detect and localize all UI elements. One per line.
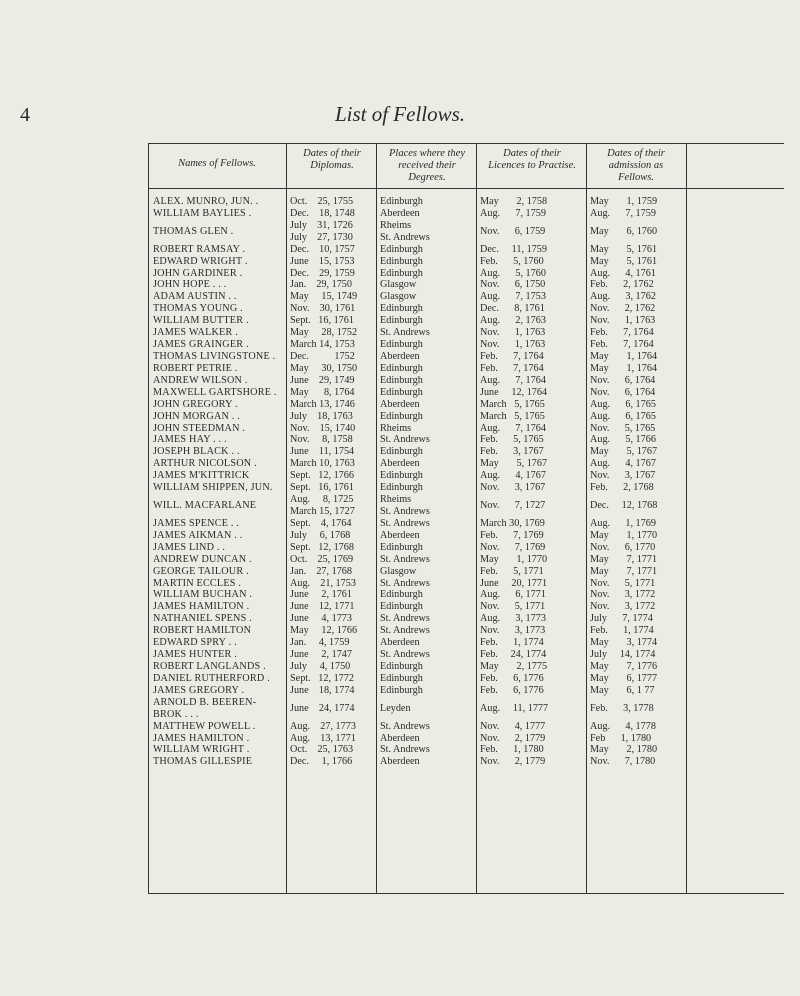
cell-dip: Dec. 1752 xyxy=(290,351,355,362)
cell-name: WILLIAM SHIPPEN, JUN. xyxy=(153,482,273,494)
cell-place: Edinburgh xyxy=(380,243,423,255)
table-row xyxy=(148,721,784,733)
cell-dip: May 12, 1766 xyxy=(290,625,358,637)
table-row xyxy=(148,351,784,363)
cell-name: NATHANIEL SPENS . xyxy=(153,613,252,625)
cell-name: ADAM AUSTIN . . xyxy=(153,291,237,303)
table-row xyxy=(148,196,784,208)
cell-dip: June 18, 1774 xyxy=(290,684,355,696)
cell-name: THOMAS YOUNG . xyxy=(153,303,243,315)
cell-lic: Feb. 7, 1769 xyxy=(480,529,544,541)
cell-name: MATTHEW POWELL . xyxy=(153,720,256,732)
cell-lic: Feb. 24, 1774 xyxy=(480,649,547,661)
cell-place: Edinburgh xyxy=(380,267,423,279)
cell-dip: June 29, 1749 xyxy=(290,374,355,386)
cell-lic: Feb. 7, 1764 xyxy=(480,351,544,362)
cell-name: EDWARD SPRY . . xyxy=(153,637,237,649)
cell-place: Edinburgh xyxy=(380,446,423,458)
header-places: Places where they received their Degrees. xyxy=(389,148,465,183)
cell-lic: Nov. 6, 1759 xyxy=(480,225,546,237)
cell-adm: May 6, 1777 xyxy=(590,672,658,684)
cell-name: JAMES LIND . . xyxy=(153,541,226,553)
cell-adm: May 6, 1 77 xyxy=(590,684,655,696)
cell-lic: Nov. 1, 1763 xyxy=(480,339,546,351)
cell-dip: Dec. 18, 1748 xyxy=(290,207,355,219)
cell-adm: May 3, 1774 xyxy=(590,637,658,649)
cell-lic: Feb. 1, 1774 xyxy=(480,637,544,649)
cell-place: St. Andrews xyxy=(380,517,430,529)
cell-lic: Aug. 5, 1760 xyxy=(480,267,546,279)
cell-lic: Feb. 6, 1776 xyxy=(480,672,544,684)
cell-name: JAMES WALKER . xyxy=(153,327,238,339)
cell-adm: Aug. 4, 1767 xyxy=(590,458,656,470)
table-row xyxy=(148,613,784,625)
cell-adm: Aug. 7, 1759 xyxy=(590,207,656,219)
cell-lic: March 5, 1765 xyxy=(480,410,545,422)
cell-adm: May 7, 1776 xyxy=(590,660,658,672)
cell-dip: Aug. 21, 1753 xyxy=(290,577,356,589)
cell-name: BROK . . . xyxy=(153,708,199,720)
header-names: Names of Fellows. xyxy=(178,158,256,169)
cell-adm: Aug. 4, 1778 xyxy=(590,720,656,732)
cell-name: WILLIAM BAYLIES . xyxy=(153,207,252,219)
cell-lic: Aug. 7, 1753 xyxy=(480,291,546,303)
table-row xyxy=(148,434,784,446)
cell-place: Edinburgh xyxy=(380,589,423,601)
cell-name: ALEX. MUNRO, JUN. . xyxy=(153,196,259,207)
cell-place: St. Andrews xyxy=(380,720,430,732)
cell-name: DANIEL RUTHERFORD . xyxy=(153,672,270,684)
cell-dip: Dec. 10, 1757 xyxy=(290,243,355,255)
cell-lic: Feb. 3, 1767 xyxy=(480,446,544,458)
cell-lic: Nov. 6, 1750 xyxy=(480,279,546,291)
cell-dip: Jan. 29, 1750 xyxy=(290,279,352,291)
cell-adm: Nov. 5, 1771 xyxy=(590,577,656,589)
cell-place: Aberdeen xyxy=(380,637,420,649)
cell-dip: Dec. 1, 1766 xyxy=(290,756,353,768)
cell-adm: May 1, 1764 xyxy=(590,351,658,362)
cell-dip: June 11, 1754 xyxy=(290,446,355,458)
cell-lic: Nov. 3, 1773 xyxy=(480,625,546,637)
cell-name: THOMAS GLEN . xyxy=(153,225,234,237)
cell-dip: Dec. 29, 1759 xyxy=(290,267,355,279)
table-row xyxy=(148,578,784,590)
cell-place: St. Andrews xyxy=(380,506,430,518)
cell-place: Rheims xyxy=(380,422,412,434)
cell-name: WILLIAM WRIGHT . xyxy=(153,744,250,756)
header-rule xyxy=(148,188,784,189)
cell-dip: June 15, 1753 xyxy=(290,255,355,267)
cell-name: ANDREW WILSON . xyxy=(153,374,248,386)
table-row xyxy=(148,733,784,745)
cell-adm: Nov. 6, 1764 xyxy=(590,386,656,398)
cell-name: JOSEPH BLACK . . xyxy=(153,446,240,458)
cell-place: Edinburgh xyxy=(380,315,423,327)
cell-name: WILL. MACFARLANE xyxy=(153,500,257,512)
table-row xyxy=(148,423,784,435)
cell-dip: Sept. 16, 1761 xyxy=(290,482,354,494)
table-row xyxy=(148,387,784,399)
cell-lic: Nov. 1, 1763 xyxy=(480,327,546,339)
cell-place: Rheims xyxy=(380,219,412,231)
cell-dip: June 2, 1747 xyxy=(290,649,352,661)
cell-name: JOHN MORGAN . . xyxy=(153,410,241,422)
table-row xyxy=(148,327,784,339)
table-row xyxy=(148,542,784,554)
cell-adm: Nov. 3, 1767 xyxy=(590,470,656,482)
cell-place: Glasgow xyxy=(380,279,417,291)
cell-adm: Nov. 7, 1780 xyxy=(590,756,656,768)
cell-adm: May 7, 1771 xyxy=(590,553,658,565)
cell-dip: Oct. 25, 1755 xyxy=(290,196,354,207)
cell-lic: May 1, 1770 xyxy=(480,553,548,565)
cell-place: Edinburgh xyxy=(380,672,423,684)
cell-lic: Nov. 4, 1777 xyxy=(480,720,546,732)
table-row xyxy=(148,446,784,458)
cell-adm: May 1, 1770 xyxy=(590,529,658,541)
cell-name: MARTIN ECCLES . xyxy=(153,577,242,589)
table-row xyxy=(148,411,784,423)
cell-lic: March 30, 1769 xyxy=(480,517,545,529)
table-row xyxy=(148,601,784,613)
cell-dip: Sept. 4, 1764 xyxy=(290,517,352,529)
cell-name: THOMAS GILLESPIE xyxy=(153,756,253,768)
cell-name: JAMES AIKMAN . . xyxy=(153,529,243,541)
cell-place: Edinburgh xyxy=(380,684,423,696)
table-row xyxy=(148,399,784,411)
cell-adm: Aug. 5, 1766 xyxy=(590,434,656,446)
table-row xyxy=(148,744,784,756)
cell-place: Rheims xyxy=(380,494,412,506)
cell-adm: Feb. 1, 1774 xyxy=(590,625,654,637)
cell-place: Edinburgh xyxy=(380,362,423,374)
cell-dip: Sept. 12, 1768 xyxy=(290,541,354,553)
cell-place: Aberdeen xyxy=(380,207,420,219)
cell-lic: Dec. 8, 1761 xyxy=(480,303,545,315)
cell-place: Aberdeen xyxy=(380,351,420,362)
cell-name: JAMES HAY . . . xyxy=(153,434,227,446)
cell-dip: Sept. 12, 1766 xyxy=(290,470,354,482)
cell-adm: Feb. 7, 1764 xyxy=(590,339,654,351)
table-row xyxy=(148,375,784,387)
cell-lic: Nov. 2, 1779 xyxy=(480,756,546,768)
cell-lic: Aug. 7, 1759 xyxy=(480,207,546,219)
cell-dip: June 4, 1773 xyxy=(290,613,352,625)
fellows-table xyxy=(148,143,784,894)
cell-dip: Aug. 13, 1771 xyxy=(290,732,356,744)
cell-place: St. Andrews xyxy=(380,649,430,661)
table-row xyxy=(148,566,784,578)
cell-name: MAXWELL GARTSHORE . xyxy=(153,386,277,398)
cell-adm: May 1, 1759 xyxy=(590,196,658,207)
cell-lic: Feb. 5, 1771 xyxy=(480,565,544,577)
cell-dip: Nov. 15, 1740 xyxy=(290,422,356,434)
cell-lic: Nov. 5, 1771 xyxy=(480,601,546,613)
cell-dip: Oct. 25, 1763 xyxy=(290,744,354,756)
cell-name: EDWARD WRIGHT . xyxy=(153,255,248,267)
cell-name: ROBERT RAMSAY . xyxy=(153,243,246,255)
cell-dip: Aug. 8, 1725 xyxy=(290,494,354,506)
table-row xyxy=(148,303,784,315)
cell-place: St. Andrews xyxy=(380,553,430,565)
table-row xyxy=(148,256,784,268)
cell-adm: Aug. 1, 1769 xyxy=(590,517,656,529)
cell-place: St. Andrews xyxy=(380,744,430,756)
cell-name: JAMES HUNTER . xyxy=(153,649,238,661)
cell-adm: May 2, 1780 xyxy=(590,744,658,756)
cell-lic: Feb. 5, 1760 xyxy=(480,255,544,267)
cell-name: JAMES HAMILTON . xyxy=(153,601,250,613)
cell-dip: Jan. 4, 1759 xyxy=(290,637,350,649)
cell-adm: Feb. 2, 1768 xyxy=(590,482,654,494)
cell-lic: June 12, 1764 xyxy=(480,386,548,398)
cell-lic: Nov. 2, 1779 xyxy=(480,732,546,744)
cell-lic: Feb. 1, 1780 xyxy=(480,744,544,756)
cell-adm: July 14, 1774 xyxy=(590,649,656,661)
table-row xyxy=(148,220,784,244)
table-row xyxy=(148,470,784,482)
cell-adm: Nov. 3, 1772 xyxy=(590,601,656,613)
cell-lic: Dec. 11, 1759 xyxy=(480,243,547,255)
page-number: 4 xyxy=(20,104,30,126)
table-row xyxy=(148,458,784,470)
cell-place: Edinburgh xyxy=(380,386,423,398)
cell-lic: Nov. 7, 1727 xyxy=(480,500,546,512)
cell-adm: Aug. 6, 1765 xyxy=(590,410,656,422)
header-admission: Dates of their admission as Fellows. xyxy=(607,148,665,183)
cell-adm: May 6, 1760 xyxy=(590,225,658,237)
cell-dip: July 6, 1768 xyxy=(290,529,351,541)
cell-dip: March 10, 1763 xyxy=(290,458,355,470)
cell-adm: May 5, 1761 xyxy=(590,243,658,255)
cell-name: ROBERT LANGLANDS . xyxy=(153,660,266,672)
cell-name: JOHN HOPE . . . xyxy=(153,279,227,291)
cell-dip: Oct. 25, 1769 xyxy=(290,553,354,565)
cell-adm: July 7, 1774 xyxy=(590,613,653,625)
cell-lic: Nov. 3, 1767 xyxy=(480,482,546,494)
cell-adm: Feb. 7, 1764 xyxy=(590,327,654,339)
cell-dip: May 28, 1752 xyxy=(290,327,358,339)
table-row xyxy=(148,363,784,375)
cell-lic: May 2, 1758 xyxy=(480,196,548,207)
cell-place: Aberdeen xyxy=(380,458,420,470)
cell-lic: May 5, 1767 xyxy=(480,458,548,470)
table-row xyxy=(148,208,784,220)
cell-name: JOHN GREGORY . xyxy=(153,398,238,410)
cell-place: St. Andrews xyxy=(380,625,430,637)
table-row xyxy=(148,554,784,566)
cell-dip: Nov. 8, 1758 xyxy=(290,434,353,446)
cell-dip: Jan. 27, 1768 xyxy=(290,565,352,577)
cell-place: Edinburgh xyxy=(380,601,423,613)
table-row xyxy=(148,589,784,601)
cell-lic: Aug. 4, 1767 xyxy=(480,470,546,482)
cell-place: Edinburgh xyxy=(380,470,423,482)
table-row xyxy=(148,518,784,530)
cell-place: Edinburgh xyxy=(380,303,423,315)
cell-dip: June 2, 1761 xyxy=(290,589,352,601)
cell-dip: July 4, 1750 xyxy=(290,660,351,672)
cell-name: JAMES M'KITTRICK xyxy=(153,470,250,482)
cell-lic: Feb. 5, 1765 xyxy=(480,434,544,446)
cell-lic: Aug. 7, 1764 xyxy=(480,422,546,434)
cell-name: JAMES GRAINGER . xyxy=(153,339,249,351)
table-row xyxy=(148,494,784,518)
table-row xyxy=(148,482,784,494)
cell-lic: Aug. 7, 1764 xyxy=(480,374,546,386)
cell-lic: June 20, 1771 xyxy=(480,577,548,589)
cell-name: JAMES HAMILTON . xyxy=(153,732,250,744)
cell-dip: July 31, 1726 xyxy=(290,219,353,231)
cell-place: Leyden xyxy=(380,702,411,714)
cell-name: JAMES SPENCE . . xyxy=(153,517,240,529)
cell-place: Edinburgh xyxy=(380,660,423,672)
cell-adm: May 1, 1764 xyxy=(590,362,658,374)
cell-dip: Aug. 27, 1773 xyxy=(290,720,356,732)
cell-place: Aberdeen xyxy=(380,756,420,768)
cell-place: St. Andrews xyxy=(380,577,430,589)
cell-name: ROBERT PETRIE . xyxy=(153,362,238,374)
cell-dip: March 13, 1746 xyxy=(290,398,355,410)
cell-dip: Nov. 30, 1761 xyxy=(290,303,356,315)
cell-lic: Aug. 2, 1763 xyxy=(480,315,546,327)
cell-adm: Feb. 3, 1778 xyxy=(590,702,654,714)
cell-adm: Feb 1, 1780 xyxy=(590,732,652,744)
table-row xyxy=(148,625,784,637)
table-row xyxy=(148,244,784,256)
cell-place: St. Andrews xyxy=(380,613,430,625)
cell-adm: Nov. 6, 1764 xyxy=(590,374,656,386)
cell-place: Aberdeen xyxy=(380,732,420,744)
cell-dip: June 24, 1774 xyxy=(290,702,355,714)
table-row xyxy=(148,697,784,721)
cell-name: GEORGE TAILOUR . xyxy=(153,565,249,577)
cell-place: Aberdeen xyxy=(380,398,420,410)
cell-adm: Nov. 3, 1772 xyxy=(590,589,656,601)
cell-adm: May 5, 1767 xyxy=(590,446,658,458)
cell-lic: Aug. 6, 1771 xyxy=(480,589,546,601)
cell-adm: May 5, 1761 xyxy=(590,255,658,267)
cell-lic: Aug. 3, 1773 xyxy=(480,613,546,625)
cell-place: Edinburgh xyxy=(380,255,423,267)
cell-dip: Sept. 16, 1761 xyxy=(290,315,354,327)
table-row xyxy=(148,339,784,351)
cell-adm: Aug. 4, 1761 xyxy=(590,267,656,279)
cell-name: ARNOLD B. BEEREN- xyxy=(153,696,257,708)
cell-lic: Feb. 7, 1764 xyxy=(480,362,544,374)
cell-name: WILLIAM BUTTER . xyxy=(153,315,249,327)
table-row xyxy=(148,315,784,327)
cell-name: JAMES GREGORY . xyxy=(153,684,245,696)
cell-adm: Nov. 2, 1762 xyxy=(590,303,656,315)
cell-place: Aberdeen xyxy=(380,529,420,541)
cell-place: Edinburgh xyxy=(380,410,423,422)
cell-name: THOMAS LIVINGSTONE . xyxy=(153,351,276,362)
cell-place: Edinburgh xyxy=(380,482,423,494)
cell-name: JOHN GARDINER . xyxy=(153,267,243,279)
cell-name: WILLIAM BUCHAN . xyxy=(153,589,253,601)
cell-place: Glasgow xyxy=(380,565,417,577)
cell-dip: June 12, 1771 xyxy=(290,601,355,613)
running-title: List of Fellows. xyxy=(334,102,466,126)
cell-dip: July 27, 1730 xyxy=(290,231,353,243)
cell-adm: Aug. 3, 1762 xyxy=(590,291,656,303)
cell-dip: May 30, 1750 xyxy=(290,362,358,374)
cell-place: Edinburgh xyxy=(380,339,423,351)
cell-place: Edinburgh xyxy=(380,196,423,207)
cell-adm: Aug. 6, 1765 xyxy=(590,398,656,410)
cell-name: ANDREW DUNCAN . xyxy=(153,553,252,565)
cell-lic: Aug. 11, 1777 xyxy=(480,702,549,714)
cell-adm: Feb. 2, 1762 xyxy=(590,279,654,291)
table-row xyxy=(148,637,784,649)
cell-place: St. Andrews xyxy=(380,327,430,339)
table-row xyxy=(148,756,784,768)
cell-dip: March 15, 1727 xyxy=(290,506,355,518)
cell-lic: Nov. 7, 1769 xyxy=(480,541,546,553)
table-row xyxy=(148,649,784,661)
table-row xyxy=(148,530,784,542)
cell-lic: Feb. 6, 1776 xyxy=(480,684,544,696)
table-row xyxy=(148,291,784,303)
cell-place: St. Andrews xyxy=(380,434,430,446)
cell-name: ARTHUR NICOLSON . xyxy=(153,458,257,470)
cell-name: ROBERT HAMILTON xyxy=(153,625,252,637)
table-row xyxy=(148,673,784,685)
cell-adm: Dec. 12, 1768 xyxy=(590,500,658,512)
cell-place: Edinburgh xyxy=(380,374,423,386)
table-row xyxy=(148,279,784,291)
cell-dip: Sept. 12, 1772 xyxy=(290,672,354,684)
table-row xyxy=(148,685,784,697)
cell-adm: Nov. 1, 1763 xyxy=(590,315,656,327)
cell-lic: May 2, 1775 xyxy=(480,660,548,672)
cell-dip: March 14, 1753 xyxy=(290,339,355,351)
table-row xyxy=(148,661,784,673)
cell-place: St. Andrews xyxy=(380,231,430,243)
table-body xyxy=(148,196,784,768)
cell-name: JOHN STEEDMAN . xyxy=(153,422,246,434)
cell-lic: March 5, 1765 xyxy=(480,398,545,410)
header-licences: Dates of their Licences to Practise. xyxy=(488,148,576,171)
cell-dip: May 8, 1764 xyxy=(290,386,355,398)
cell-place: Edinburgh xyxy=(380,541,423,553)
cell-adm: Nov. 6, 1770 xyxy=(590,541,656,553)
cell-adm: Nov. 5, 1765 xyxy=(590,422,656,434)
table-row xyxy=(148,268,784,280)
header-diplomas: Dates of their Diplomas. xyxy=(303,148,361,171)
cell-adm: May 7, 1771 xyxy=(590,565,658,577)
cell-place: Glasgow xyxy=(380,291,417,303)
cell-dip: May 15, 1749 xyxy=(290,291,358,303)
cell-dip: July 18, 1763 xyxy=(290,410,353,422)
